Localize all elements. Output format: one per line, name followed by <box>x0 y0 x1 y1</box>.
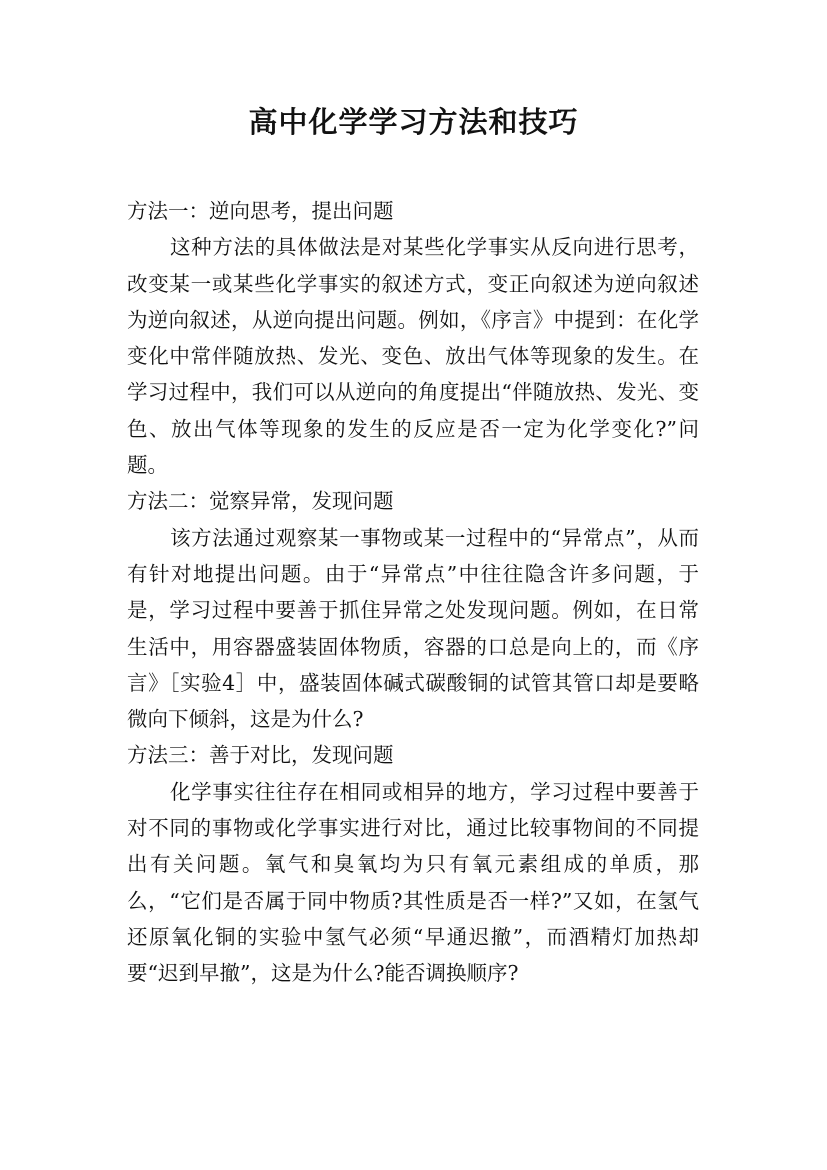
document-body <box>127 193 699 992</box>
section-paragraph-3: 化学事实往往存在相同或相异的地方，学习过程中要善于对不同的事物或化学事实进行对比，通过比较事物间的不同提出有关问题。氧气和臭氧均为只有氧元素组成的单质，那么，“它们是否属于同中物质?其性质是否一样?”又如，在氢气还原氧化铜的实验中氢气必须“早通迟撤”，而酒精灯加热却要“迟到早撤”，这是为什么?能否调换顺序? <box>127 779 699 986</box>
section-heading-3: 方法三：善于对比，发现问题 <box>127 743 394 768</box>
section-paragraph-2: 该方法通过观察某一事物或某一过程中的“异常点”，从而有针对地提出问题。由于“异常点”中往往隐含许多问题，于是，学习过程中要善于抓住异常之处发现问题。例如，在日常生活中，用容器盛装固体物质，容器的口总是向上的，而《序言》［实验4］中，盛装固体碱式碳酸铜的试管其管口却是要略微向下倾斜，这是为什么? <box>127 525 699 732</box>
section-heading-1: 方法一：逆向思考，提出问题 <box>127 199 394 223</box>
section-paragraph-1: 这种方法的具体做法是对某些化学事实从反向进行思考，改变某一或某些化学事实的叙述方式，变正向叙述为逆向叙述为逆向叙述，从逆向提出问题。例如，《序言》中提到：在化学变化中常伴随放热、发光、变色、放出气体等现象的发生。在学习过程中，我们可以从逆向的角度提出“伴随放热、发光、变色、放出气体等现象的发生的反应是否一定为化学变化?”问题。 <box>127 235 699 478</box>
section-heading-2: 方法二：觉察异常，发现问题 <box>127 489 394 514</box>
document-title: 高中化学学习方法和技巧 <box>248 105 579 139</box>
